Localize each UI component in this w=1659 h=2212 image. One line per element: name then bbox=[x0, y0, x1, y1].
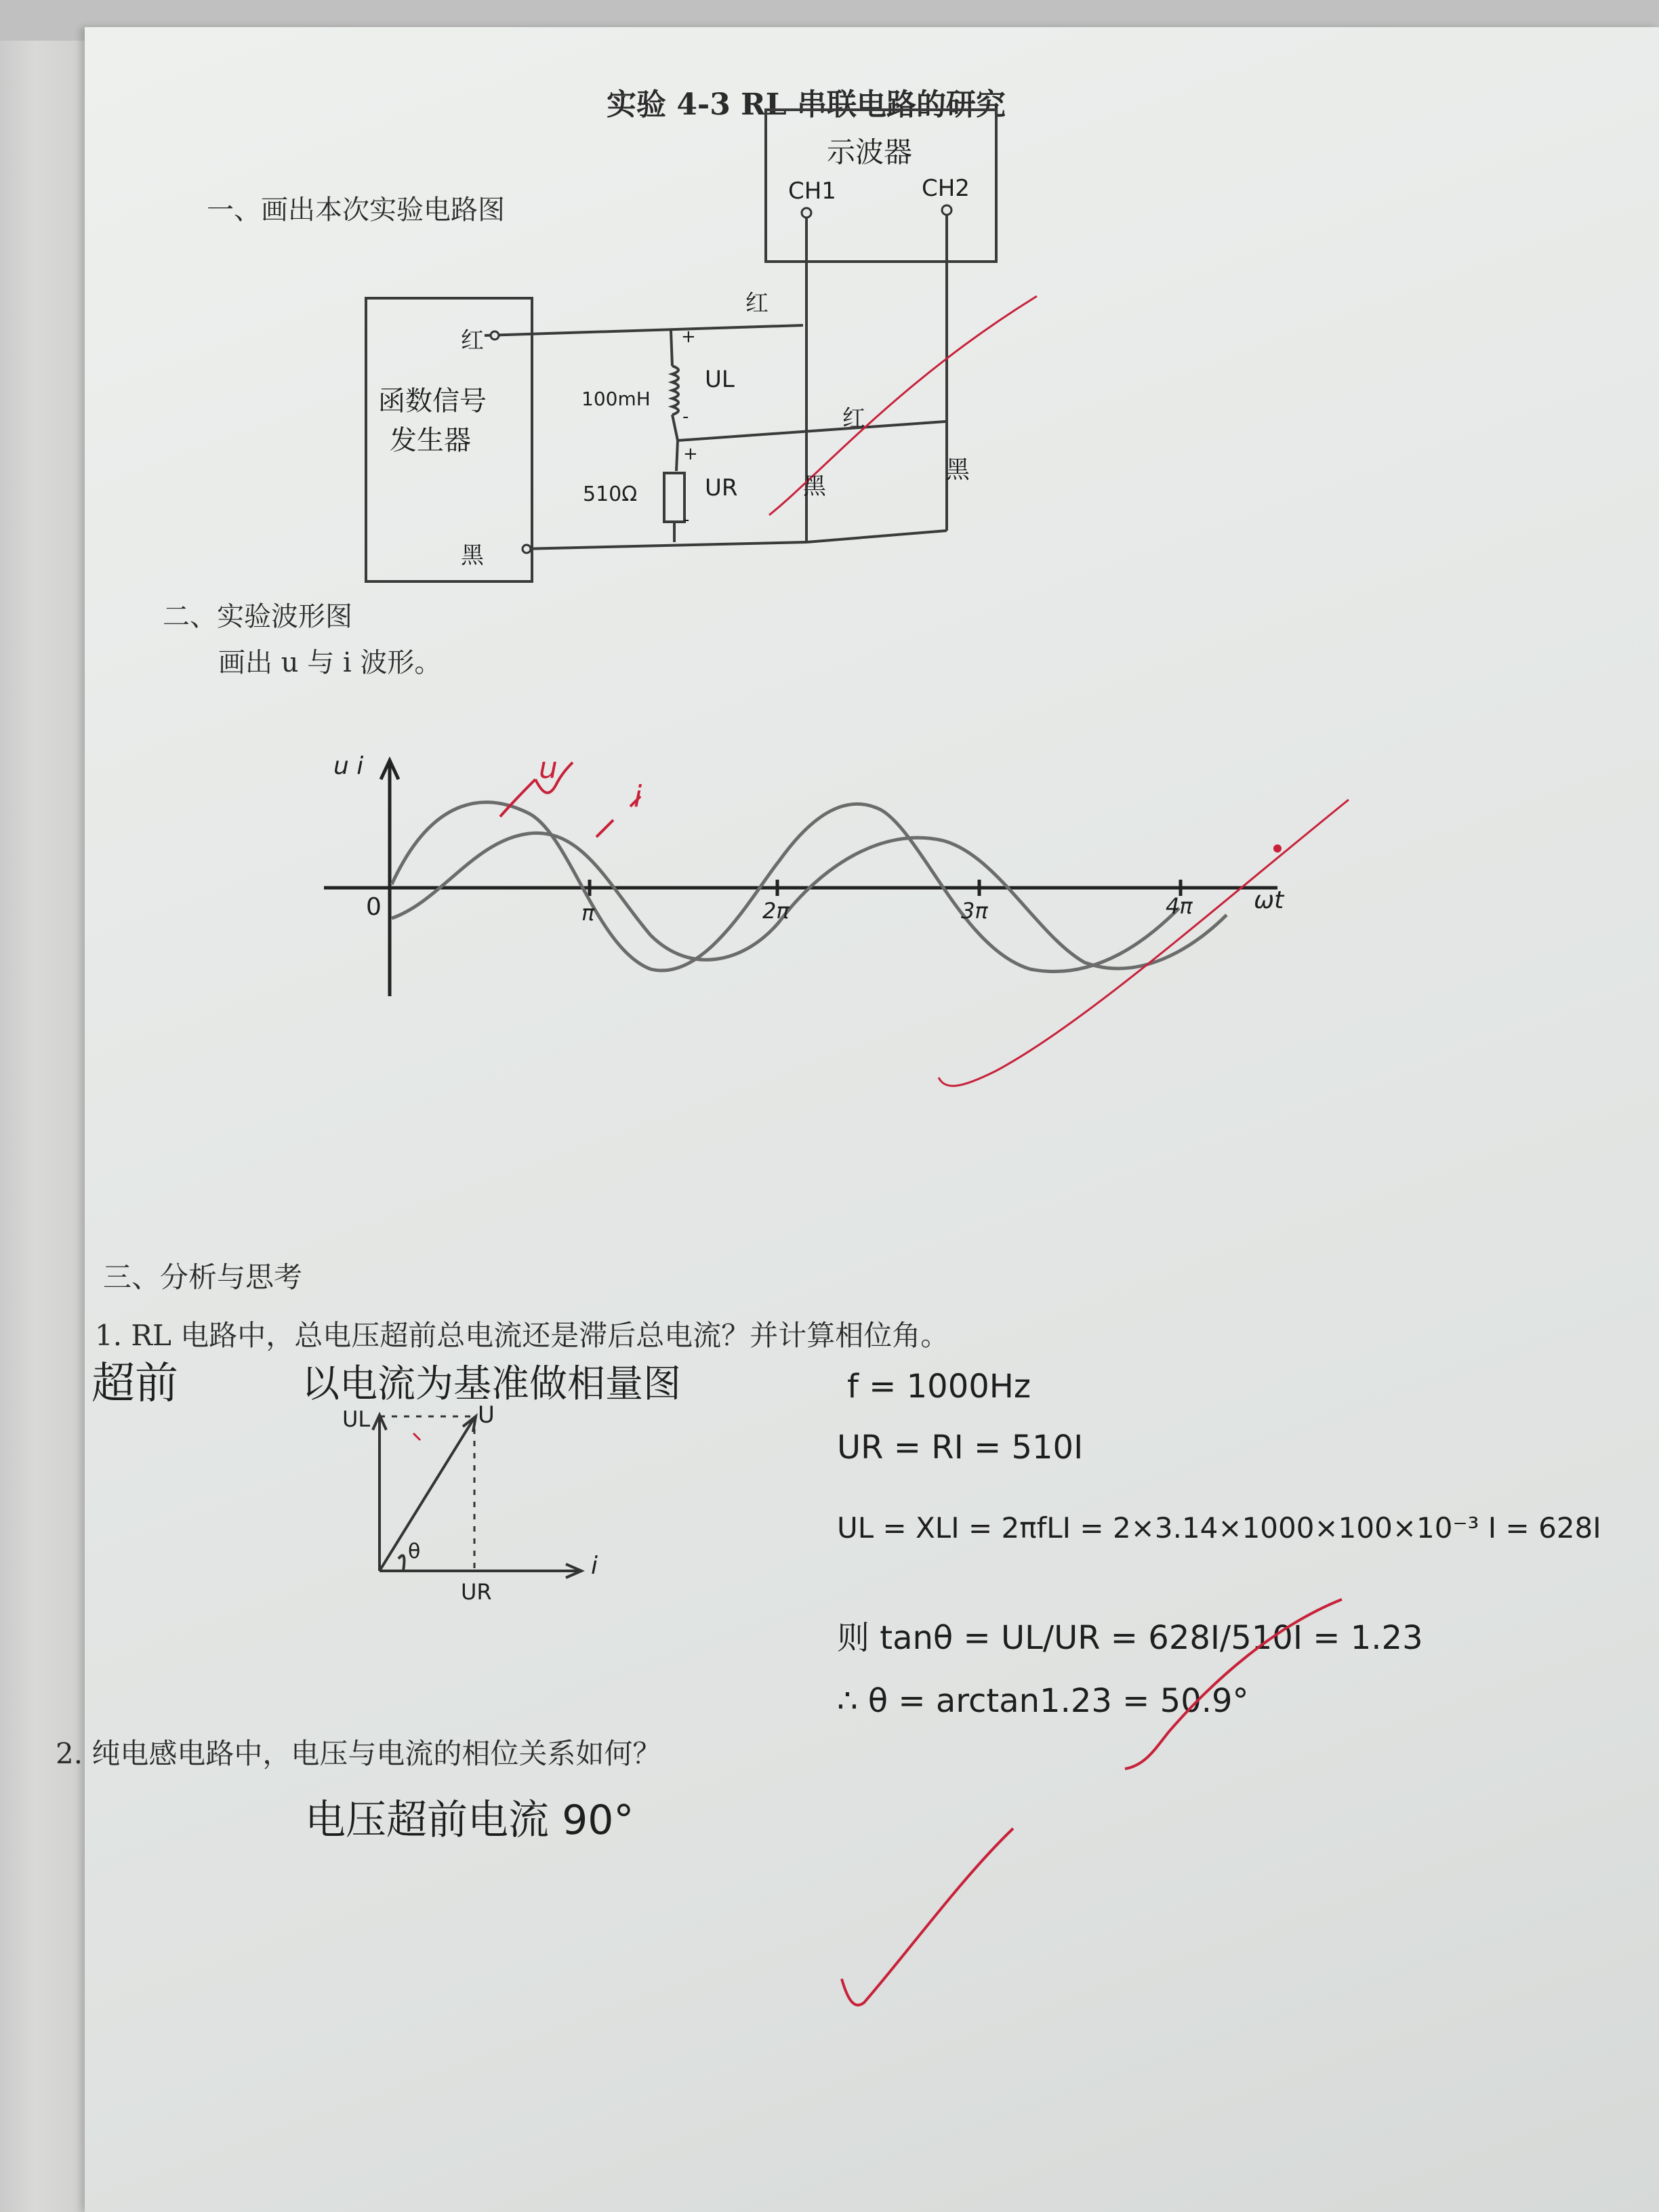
tick-label-2pi: 2π bbox=[762, 898, 790, 924]
question-2: 2. 纯电感电路中，电压与电流的相位关系如何？ bbox=[56, 1737, 661, 1770]
red-lead-label-top: 红 bbox=[745, 290, 769, 317]
question-1: 1. RL 电路中，总电压超前总电流还是滞后总电流？并计算相位角。 bbox=[95, 1319, 949, 1352]
ch2-label: CH2 bbox=[922, 175, 970, 202]
phasor-UL-label: UL bbox=[342, 1406, 371, 1432]
origin-label: 0 bbox=[366, 893, 382, 921]
generator-label-line2: 发生器 bbox=[390, 425, 471, 456]
section-2-heading: 二、实验波形图 bbox=[163, 601, 352, 632]
wave-u-label: u bbox=[539, 751, 558, 785]
inductor-minus: - bbox=[682, 407, 689, 427]
inductor-voltage-label: UL bbox=[705, 366, 735, 393]
calc-line-3: UL = XLI = 2πfLI = 2×3.14×1000×100×10⁻³ I = 628I bbox=[837, 1511, 1601, 1544]
ch1-label: CH1 bbox=[788, 178, 836, 205]
phasor-UR-label: UR bbox=[461, 1579, 492, 1605]
calc-line-5: ∴ θ = arctan1.23 = 50.9° bbox=[837, 1682, 1249, 1720]
resistor-plus: + bbox=[683, 444, 698, 464]
phasor-i-label: i bbox=[591, 1552, 598, 1580]
phasor-theta-label: θ bbox=[408, 1540, 421, 1563]
wave-i-label: i bbox=[634, 779, 642, 814]
resistor-voltage-label: UR bbox=[705, 474, 738, 501]
red-lead-label-mid: 红 bbox=[842, 405, 865, 432]
phasor-U-label: U bbox=[478, 1401, 495, 1429]
calc-line-4: 则 tanθ = UL/UR = 628I/510I = 1.23 bbox=[837, 1619, 1423, 1657]
red-lead-label-generator: 红 bbox=[461, 327, 484, 354]
red-check-q1 bbox=[1125, 1599, 1342, 1769]
x-axis-label: ωt bbox=[1254, 886, 1284, 914]
black-lead-label-ch1: 黑 bbox=[803, 473, 826, 500]
tick-label-pi: π bbox=[581, 900, 595, 926]
black-lead-label-generator: 黑 bbox=[461, 542, 484, 569]
generator-label-line1: 函数信号 bbox=[378, 386, 487, 417]
y-axis-label: u i bbox=[333, 752, 364, 780]
tick-label-3pi: 3π bbox=[961, 898, 988, 924]
oscilloscope-label: 示波器 bbox=[827, 136, 913, 169]
phasor-title: 以电流为基准做相量图 bbox=[302, 1362, 681, 1406]
resistor-value: 510Ω bbox=[583, 483, 638, 506]
inductor-plus: + bbox=[681, 327, 696, 347]
section-2-instruction: 画出 u 与 i 波形。 bbox=[218, 647, 442, 678]
calc-line-1: f = 1000Hz bbox=[847, 1368, 1031, 1406]
section-1-heading: 一、画出本次实验电路图 bbox=[207, 194, 505, 226]
calc-line-2: UR = RI = 510I bbox=[837, 1429, 1084, 1467]
tick-label-4pi: 4π bbox=[1166, 893, 1193, 919]
answer-2: 电压超前电流 90° bbox=[305, 1797, 634, 1844]
page-title: 实验 4-3 RL 串联电路的研究 bbox=[607, 87, 1006, 122]
section-3-heading: 三、分析与思考 bbox=[103, 1261, 303, 1294]
inductor-value: 100mH bbox=[581, 388, 651, 410]
resistor-minus: - bbox=[683, 510, 690, 530]
black-lead-label-ch2: 黑 bbox=[945, 456, 970, 484]
red-check-q2 bbox=[842, 1828, 1013, 2005]
answer-1: 超前 bbox=[91, 1359, 178, 1409]
